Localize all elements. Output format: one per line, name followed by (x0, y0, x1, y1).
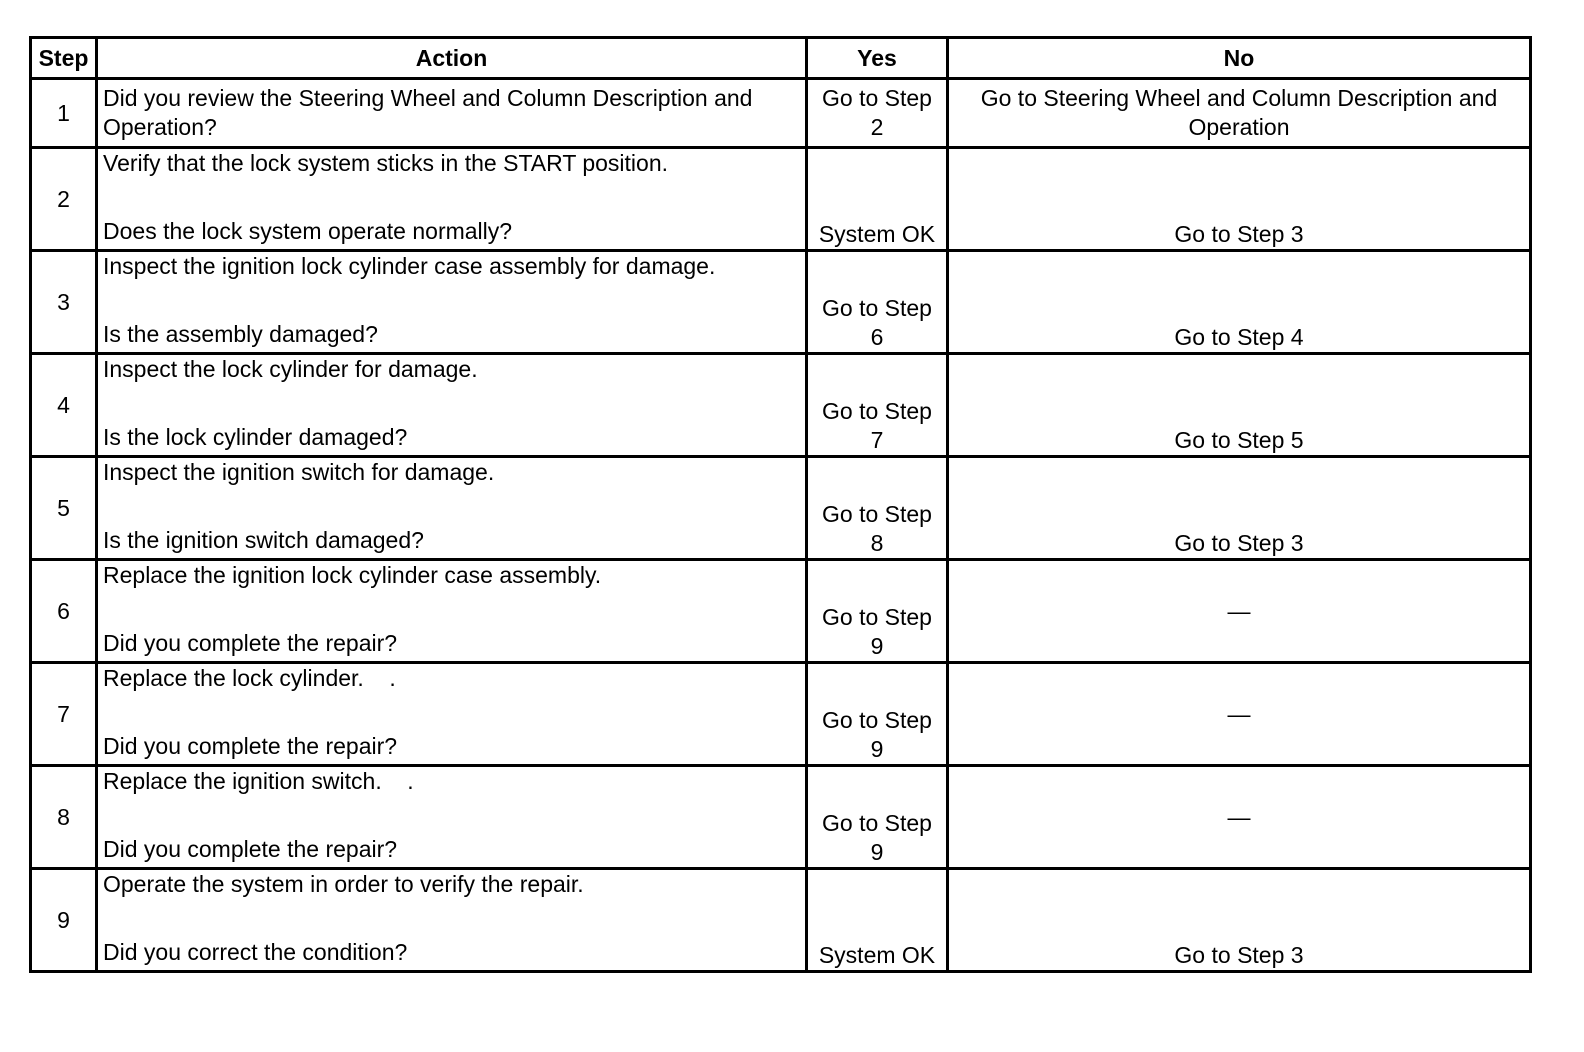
header-no: No (948, 38, 1531, 79)
table-row (31, 560, 1531, 663)
table-row (31, 457, 1531, 560)
action-question: Is the ignition switch damaged? (103, 527, 424, 553)
table-header-row (31, 38, 1531, 79)
action-text: Inspect the ignition lock cylinder case assembly for damage. (103, 253, 716, 279)
yes-result: System OK (807, 148, 948, 251)
step-number: 6 (31, 560, 97, 663)
no-result: Go to Step 5 (948, 354, 1531, 457)
diagnostic-table (29, 36, 1532, 973)
no-result: Go to Step 3 (948, 869, 1531, 972)
header-yes: Yes (807, 38, 948, 79)
action-cell (97, 148, 807, 251)
step-number: 4 (31, 354, 97, 457)
step-number: 5 (31, 457, 97, 560)
no-result: — (948, 663, 1531, 766)
step-number: 2 (31, 148, 97, 251)
table-row (31, 251, 1531, 354)
action-question: Is the lock cylinder damaged? (103, 424, 408, 450)
yes-result: Go to Step 2 (807, 79, 948, 148)
action-cell (97, 869, 807, 972)
step-number: 3 (31, 251, 97, 354)
action-cell (97, 560, 807, 663)
action-question: Does the lock system operate normally? (103, 218, 513, 244)
table-row (31, 79, 1531, 148)
action-cell (97, 663, 807, 766)
spacer (103, 281, 800, 320)
action-cell (97, 354, 807, 457)
spacer (103, 796, 800, 835)
action-question: Did you complete the repair? (103, 630, 398, 656)
yes-result: Go to Step 7 (807, 354, 948, 457)
no-result: — (948, 766, 1531, 869)
action-question: Is the assembly damaged? (103, 321, 378, 347)
spacer (103, 693, 800, 732)
step-number: 8 (31, 766, 97, 869)
step-number: 7 (31, 663, 97, 766)
action-cell (97, 251, 807, 354)
spacer (103, 178, 800, 217)
action-text: Verify that the lock system sticks in the START position. (103, 150, 669, 176)
table-row (31, 354, 1531, 457)
action-text: Inspect the ignition switch for damage. (103, 459, 495, 485)
step-number: 1 (31, 79, 97, 148)
action-cell (97, 766, 807, 869)
yes-result: Go to Step 6 (807, 251, 948, 354)
header-action: Action (97, 38, 807, 79)
action-text: Replace the ignition lock cylinder case assembly. (103, 562, 602, 588)
table-row (31, 869, 1531, 972)
no-result: Go to Steering Wheel and Column Description and Operation (948, 79, 1531, 148)
spacer (103, 487, 800, 526)
table-row (31, 766, 1531, 869)
table-row (31, 663, 1531, 766)
yes-result: Go to Step 8 (807, 457, 948, 560)
no-result: Go to Step 3 (948, 457, 1531, 560)
action-text: Did you review the Steering Wheel and Column Description and Operation? (97, 79, 807, 148)
no-result: Go to Step 3 (948, 148, 1531, 251)
yes-result: System OK (807, 869, 948, 972)
step-number: 9 (31, 869, 97, 972)
no-result: Go to Step 4 (948, 251, 1531, 354)
yes-result: Go to Step 9 (807, 560, 948, 663)
action-text: Inspect the lock cylinder for damage. (103, 356, 478, 382)
action-question: Did you complete the repair? (103, 836, 398, 862)
yes-result: Go to Step 9 (807, 766, 948, 869)
yes-result: Go to Step 9 (807, 663, 948, 766)
no-result: — (948, 560, 1531, 663)
action-text: Operate the system in order to verify the repair. (103, 871, 584, 897)
spacer (103, 384, 800, 423)
action-question: Did you correct the condition? (103, 939, 408, 965)
header-step: Step (31, 38, 97, 79)
action-text: Replace the ignition switch. . (103, 768, 414, 794)
action-question: Did you complete the repair? (103, 733, 398, 759)
action-text: Replace the lock cylinder. . (103, 665, 396, 691)
spacer (103, 899, 800, 938)
spacer (103, 590, 800, 629)
action-cell (97, 457, 807, 560)
table-row (31, 148, 1531, 251)
